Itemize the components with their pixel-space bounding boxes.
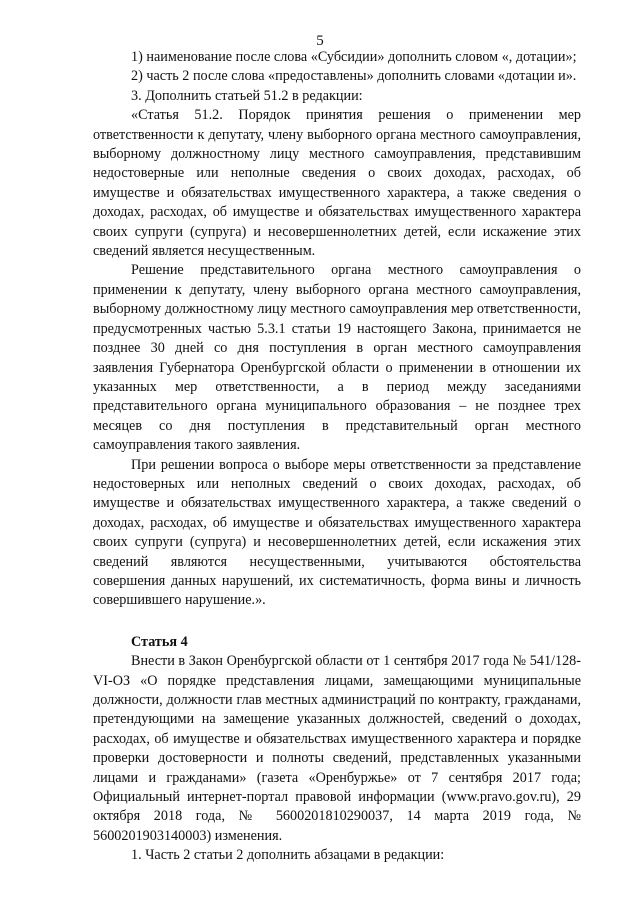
paragraph: При решении вопроса о выборе меры ответственности за представление недостоверных или неполных сведений о своих доходах, расходах, об имуществе и обязательствах имущественного характера, а также сведений о доходах, расходах, об имуществе и обязательствах имущественного характера своих супруги (супруга) и несовершеннолетних детей, если искажения этих сведений являются несущественными, учитываются обстоятельства совершения данных нарушений, их систематичность, форма вины и личность совершившего нарушение.». xyxy=(93,456,581,609)
paragraph: Решение представительного органа местного самоуправления о применении к депутату, члену выборного органа местного самоуправления, выборному должностному лицу местного самоуправления мер ответственности, предусмотренных частью 5.3.1 статьи 19 настоящего Закона, принимается не позднее 30 дней со дня поступления в орган местного самоуправления заявления Губернатора Оренбургской области о применении в отношении их указанных мер ответственности, а в период между заседаниями представительного органа муниципального образования – не позднее трех месяцев со дня поступления в представительный орган местного самоуправления такого заявления. xyxy=(93,262,581,454)
paragraph: 1. Часть 2 статьи 2 дополнить абзацами в редакции: xyxy=(131,847,445,864)
paragraph: Внести в Закон Оренбургской области от 1 сентября 2017 года № 541/128-VI-ОЗ «О порядке представления лицами, замещающими муниципальные должности, должности глав местных администраций по контракту, гражданами, претендующими на замещение указанных должностей, сведений о доходах, расходах, об имуществе и обязательствах имущественного характера и порядке проверки достоверности и полноты сведений, представленных указанными лицами и гражданами» (газета «Оренбуржье» от 7 сентября 2017 года; Официальный интернет-портал правовой информации (www.pravo.gov.ru), 29 октября 2018 года, № 5600201810290037, 14 марта 2019 года, № 5600201903140003) изменения. xyxy=(93,653,581,844)
paragraph: 2) часть 2 после слова «предоставлены» дополнить словами «дотации и». xyxy=(131,68,577,85)
paragraph: 1) наименование после слова «Субсидии» дополнить словом «, дотации»; xyxy=(131,49,577,65)
page-number: 5 xyxy=(316,33,324,49)
paragraph: «Статья 51.2. Порядок принятия решения о применении мер ответственности к депутату, члену выборного органа местного самоуправления, выборному должностному лицу местного самоуправления, представившим недостоверные или неполные сведения о своих доходах, расходах, об имуществе и обязательствах имущественного характера, а также сведения о доходах, расходах, об имуществе и обязательствах имущественного характера своих супруги (супруга) и несовершеннолетних детей, если искажение этих сведений является несущественным. xyxy=(93,107,581,260)
paragraph: 3. Дополнить статьей 51.2 в редакции: xyxy=(131,87,363,104)
document-body xyxy=(93,48,581,866)
article-heading: Статья 4 xyxy=(131,633,188,650)
